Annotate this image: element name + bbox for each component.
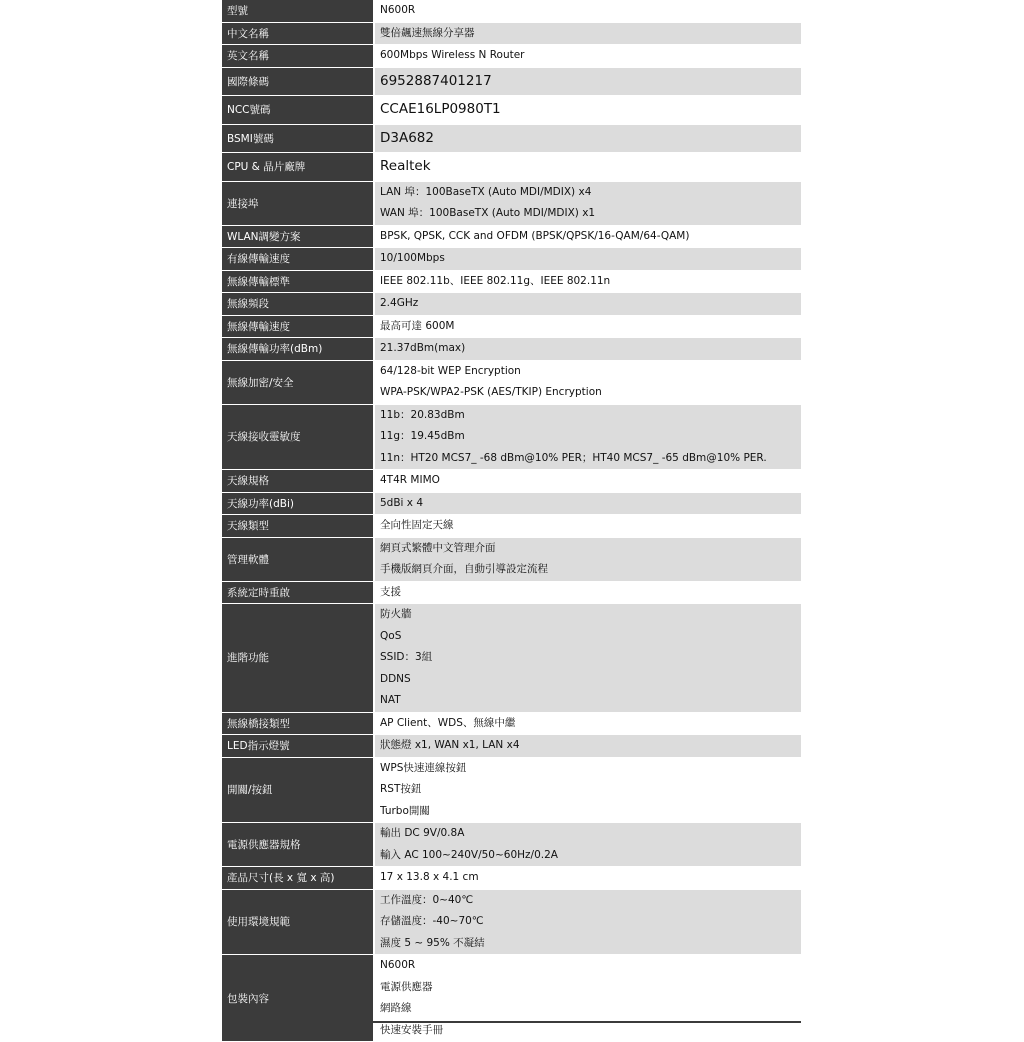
spec-value-line: 雙倍飆速無線分享器 [380, 26, 475, 39]
spec-value [374, 293, 801, 316]
spec-value [374, 581, 801, 604]
spec-label: 英文名稱 [222, 45, 374, 68]
spec-value-line: 600Mbps Wireless N Router [380, 49, 525, 61]
spec-label: 有線傳輸速度 [222, 248, 374, 271]
spec-table-body [222, 0, 801, 1042]
spec-row [222, 757, 801, 823]
spec-value-line: 快速安裝手冊 [380, 1023, 443, 1036]
spec-value-line: LAN 埠：100BaseTX (Auto MDI/MDIX) x4 [380, 185, 592, 198]
spec-value [374, 338, 801, 361]
spec-row [222, 315, 801, 338]
spec-value [374, 757, 801, 823]
spec-value-line: N600R [380, 959, 416, 971]
spec-value [374, 225, 801, 248]
spec-label: 無線傳輸速度 [222, 315, 374, 338]
spec-value [374, 153, 801, 182]
spec-row [222, 889, 801, 955]
spec-value-line: 11b：20.83dBm [380, 408, 465, 421]
spec-value-line: WAN 埠：100BaseTX (Auto MDI/MDIX) x1 [380, 207, 596, 219]
spec-value-line: NAT [380, 694, 401, 706]
spec-row [222, 581, 801, 604]
spec-value [374, 470, 801, 493]
spec-row [222, 360, 801, 404]
spec-value-line: D3A682 [380, 129, 434, 146]
spec-value [374, 45, 801, 68]
spec-value-line: WPS快速連線按鈕 [380, 761, 467, 774]
spec-table [222, 0, 801, 1042]
spec-value-line: 5dBi x 4 [380, 496, 424, 509]
spec-row [222, 270, 801, 293]
spec-value-line: QoS [380, 629, 402, 642]
spec-label: 管理軟體 [222, 537, 374, 581]
spec-row [222, 537, 801, 581]
spec-value-line: BPSK, QPSK, CCK and OFDM (BPSK/QPSK/16-QAM/64-QAM) [380, 229, 690, 242]
table-bottom-rule [222, 1021, 801, 1023]
spec-value [374, 515, 801, 538]
spec-row [222, 712, 801, 735]
spec-value-line: 2.4GHz [380, 297, 419, 309]
spec-label: BSMI號碼 [222, 124, 374, 153]
spec-value [374, 712, 801, 735]
spec-label: 中文名稱 [222, 22, 374, 45]
spec-value-line: 支援 [380, 585, 401, 598]
spec-row [222, 248, 801, 271]
spec-label: 使用環境規範 [222, 889, 374, 955]
spec-value-line: 網路線 [380, 1002, 412, 1014]
spec-value-line: 17 x 13.8 x 4.1 cm [380, 871, 479, 883]
spec-value [374, 537, 801, 581]
spec-value [374, 96, 801, 125]
spec-row [222, 0, 801, 22]
spec-value [374, 0, 801, 22]
spec-value [374, 404, 801, 470]
spec-label: CPU & 晶片廠牌 [222, 153, 374, 182]
spec-label: 包裝內容 [222, 955, 374, 1042]
spec-value-line: AP Client、WDS、無線中繼 [380, 716, 516, 729]
spec-value-line: 11n：HT20 MCS7_ -68 dBm@10% PER；HT40 MCS7_ -65 dBm@10% PER. [380, 451, 767, 464]
spec-value [374, 181, 801, 225]
spec-value-line: 6952887401217 [380, 72, 492, 89]
spec-row [222, 955, 801, 1042]
spec-value [374, 823, 801, 867]
spec-value-line: 11g：19.45dBm [380, 430, 465, 442]
spec-label: WLAN調變方案 [222, 225, 374, 248]
spec-value-line: 濕度 5 ~ 95% 不凝結 [380, 936, 485, 949]
spec-row [222, 153, 801, 182]
spec-label: 進階功能 [222, 604, 374, 713]
spec-value-line: 存儲溫度：-40~70℃ [380, 915, 484, 927]
spec-value-line: 狀態燈 x1, WAN x1, LAN x4 [380, 739, 520, 751]
spec-row [222, 735, 801, 758]
spec-label: 天線接收靈敏度 [222, 404, 374, 470]
spec-row [222, 470, 801, 493]
spec-value [374, 22, 801, 45]
spec-value-line: 輸出 DC 9V/0.8A [380, 827, 465, 839]
spec-row [222, 22, 801, 45]
spec-row [222, 604, 801, 713]
spec-row [222, 867, 801, 890]
spec-row [222, 823, 801, 867]
spec-value-line: 10/100Mbps [380, 252, 445, 264]
spec-value-line: WPA-PSK/WPA2-PSK (AES/TKIP) Encryption [380, 386, 602, 398]
spec-value [374, 889, 801, 955]
spec-value-line: 64/128-bit WEP Encryption [380, 364, 521, 377]
spec-value [374, 735, 801, 758]
spec-row [222, 96, 801, 125]
spec-label: 電源供應器規格 [222, 823, 374, 867]
spec-value-line: CCAE16LP0980T1 [380, 101, 501, 117]
spec-value-line: 工作溫度：0~40℃ [380, 893, 474, 906]
spec-label: 開關/按鈕 [222, 757, 374, 823]
spec-value-line: SSID：3組 [380, 651, 433, 663]
spec-label: 無線傳輸功率(dBm) [222, 338, 374, 361]
spec-value-line: DDNS [380, 672, 411, 685]
spec-row [222, 515, 801, 538]
spec-value [374, 360, 801, 404]
spec-value [374, 955, 801, 1042]
spec-label: 天線類型 [222, 515, 374, 538]
spec-value [374, 604, 801, 713]
spec-row [222, 338, 801, 361]
spec-value [374, 492, 801, 515]
spec-label: 無線頻段 [222, 293, 374, 316]
spec-row [222, 45, 801, 68]
spec-label: 天線規格 [222, 470, 374, 493]
spec-row [222, 181, 801, 225]
spec-row [222, 67, 801, 96]
spec-value-line: N600R [380, 4, 416, 16]
spec-value-line: 全向性固定天線 [380, 519, 454, 531]
spec-value-line: 4T4R MIMO [380, 474, 440, 486]
spec-value [374, 315, 801, 338]
spec-row [222, 404, 801, 470]
spec-value-line: 電源供應器 [380, 980, 433, 993]
spec-row [222, 124, 801, 153]
spec-value-line: 網頁式繁體中文管理介面 [380, 541, 496, 554]
spec-label: 型號 [222, 0, 374, 22]
spec-value [374, 248, 801, 271]
spec-row [222, 492, 801, 515]
spec-label: 無線橋接類型 [222, 712, 374, 735]
spec-label: 無線加密/安全 [222, 360, 374, 404]
spec-value-line: 最高可達 600M [380, 319, 455, 332]
spec-label: 國際條碼 [222, 67, 374, 96]
spec-value [374, 67, 801, 96]
spec-value-line: 輸入 AC 100~240V/50~60Hz/0.2A [380, 848, 558, 861]
spec-label: 天線功率(dBi) [222, 492, 374, 515]
spec-label: 產品尺寸(長 x 寬 x 高) [222, 867, 374, 890]
spec-value [374, 270, 801, 293]
spec-label: LED指示燈號 [222, 735, 374, 758]
spec-value-line: 防火牆 [380, 608, 412, 620]
spec-label: 系統定時重啟 [222, 581, 374, 604]
spec-value-line: Realtek [380, 158, 431, 174]
spec-value-line: Turbo開關 [380, 804, 430, 817]
spec-row [222, 293, 801, 316]
spec-value [374, 867, 801, 890]
spec-label: NCC號碼 [222, 96, 374, 125]
spec-value-line: 21.37dBm(max) [380, 342, 466, 354]
spec-label: 連接埠 [222, 181, 374, 225]
spec-row [222, 225, 801, 248]
spec-label: 無線傳輸標準 [222, 270, 374, 293]
spec-value [374, 124, 801, 153]
spec-value-line: RST按鈕 [380, 783, 422, 795]
spec-value-line: IEEE 802.11b、IEEE 802.11g、IEEE 802.11n [380, 274, 611, 287]
spec-value-line: 手機版網頁介面，自動引導設定流程 [380, 563, 548, 575]
